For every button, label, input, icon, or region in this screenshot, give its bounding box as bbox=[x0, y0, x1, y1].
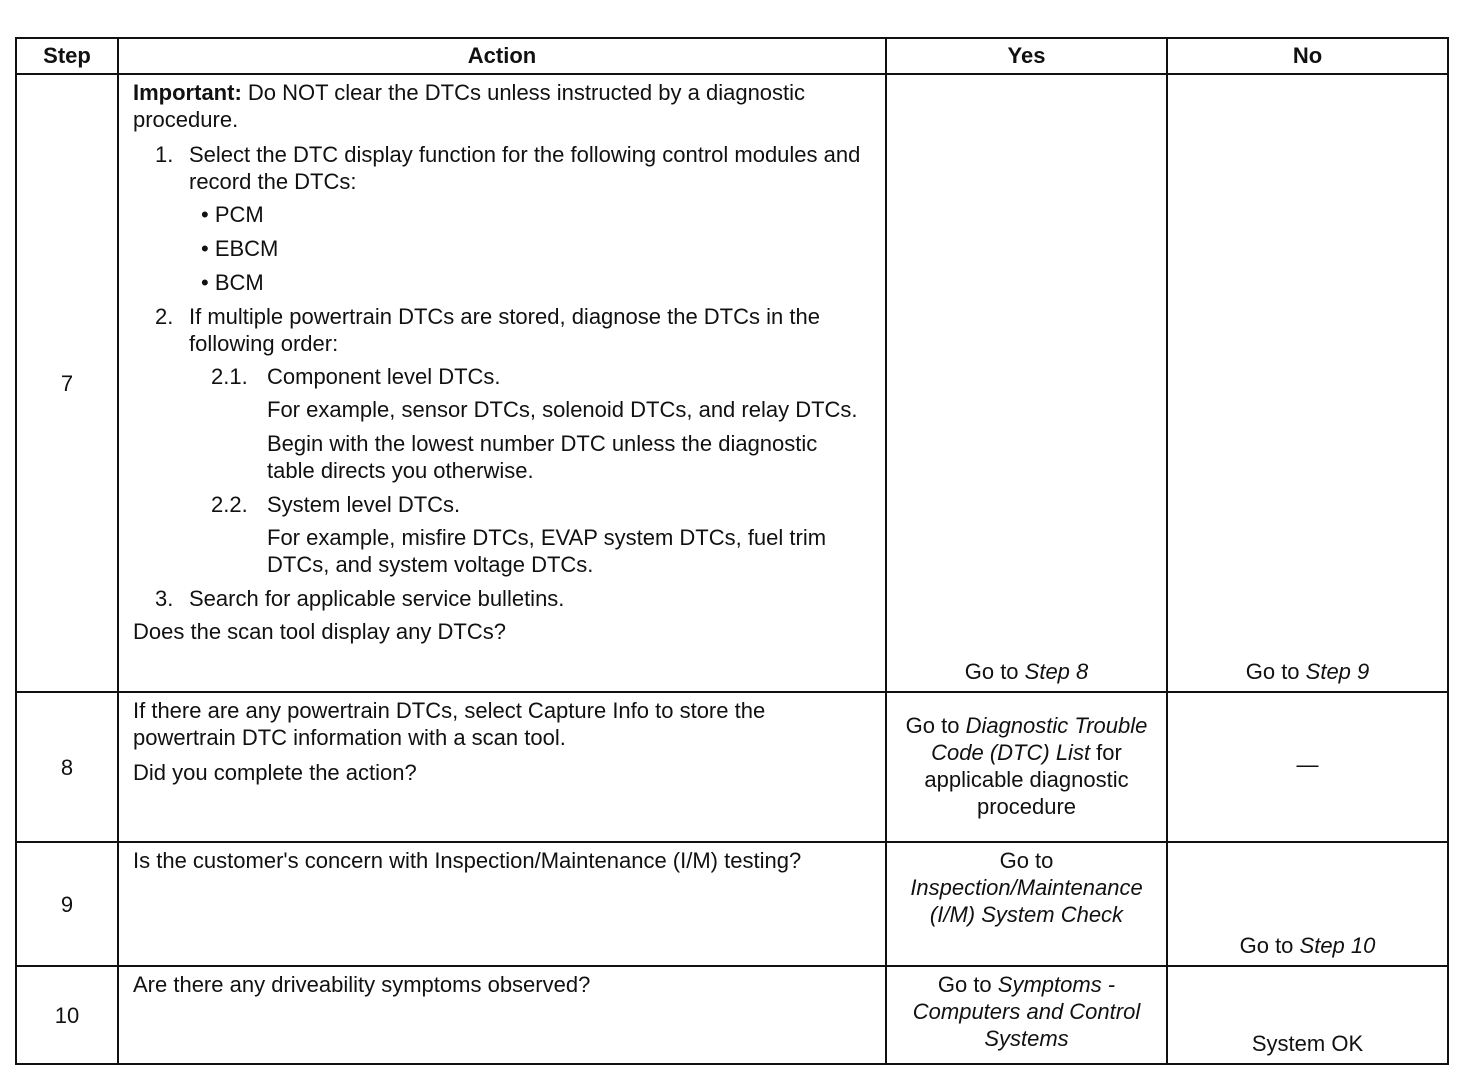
step-number: 7 bbox=[16, 74, 118, 692]
sub-paragraph: Begin with the lowest number DTC unless the diagnostic table directs you otherwise. bbox=[267, 431, 818, 483]
action-cell bbox=[118, 74, 886, 692]
question: Does the scan tool display any DTCs? bbox=[133, 619, 506, 644]
yes-prefix: Go to bbox=[937, 972, 998, 997]
header-action: Action bbox=[118, 38, 886, 74]
list-item bbox=[155, 141, 871, 195]
yes-suffix: for applicable diagnostic procedure bbox=[924, 740, 1129, 819]
yes-link[interactable]: Symptoms - Computers and Control Systems bbox=[912, 972, 1141, 1051]
diagnostic-table bbox=[15, 37, 1449, 1065]
no-prefix: Go to bbox=[1239, 933, 1300, 958]
important-note bbox=[133, 79, 871, 133]
yes-cell bbox=[886, 966, 1167, 1064]
question: Is the customer's concern with Inspection/Maintenance (I/M) testing? bbox=[133, 848, 802, 873]
sub-list-item bbox=[211, 363, 871, 390]
no-link[interactable]: Step 10 bbox=[1299, 933, 1376, 958]
step-number: 8 bbox=[16, 692, 118, 842]
action-cell bbox=[118, 842, 886, 966]
item-text: System level DTCs. bbox=[267, 492, 461, 517]
item-text: Search for applicable service bulletins. bbox=[189, 586, 565, 611]
item-text: Select the DTC display function for the following control modules and record the DTCs: bbox=[189, 142, 861, 194]
important-label: Important: bbox=[133, 80, 242, 105]
yes-link[interactable]: Step 8 bbox=[1024, 659, 1089, 684]
yes-link[interactable]: Diagnostic Trouble Code (DTC) List bbox=[931, 713, 1148, 765]
step-number: 10 bbox=[16, 966, 118, 1064]
header-yes: Yes bbox=[886, 38, 1167, 74]
bullet-item: • BCM bbox=[201, 270, 264, 295]
no-cell bbox=[1167, 966, 1448, 1064]
sub-paragraph: For example, misfire DTCs, EVAP system DTCs, fuel trim DTCs, and system voltage DTCs. bbox=[267, 525, 827, 577]
bullet-item: • EBCM bbox=[201, 236, 279, 261]
table-row-step-10 bbox=[16, 966, 1448, 1064]
yes-prefix: Go to bbox=[964, 659, 1025, 684]
item-number: 2.2. bbox=[211, 492, 248, 517]
action-cell bbox=[118, 692, 886, 842]
question: Did you complete the action? bbox=[133, 760, 417, 785]
item-text: Component level DTCs. bbox=[267, 364, 501, 389]
no-prefix: Go to bbox=[1245, 659, 1306, 684]
list-item bbox=[155, 303, 871, 357]
important-text: Do NOT clear the DTCs unless instructed by a diagnostic procedure. bbox=[133, 80, 806, 132]
no-text: System OK bbox=[1251, 1031, 1364, 1056]
item-number: 2.1. bbox=[211, 364, 248, 389]
bullet-item: • PCM bbox=[201, 202, 264, 227]
item-number: 2. bbox=[155, 304, 174, 329]
yes-cell bbox=[886, 74, 1167, 692]
table-row-step-9 bbox=[16, 842, 1448, 966]
yes-cell bbox=[886, 692, 1167, 842]
header-step: Step bbox=[16, 38, 118, 74]
step-number: 9 bbox=[16, 842, 118, 966]
no-cell bbox=[1167, 74, 1448, 692]
yes-prefix: Go to bbox=[905, 713, 966, 738]
sub-list-item bbox=[211, 491, 871, 518]
list-item bbox=[155, 585, 871, 612]
yes-cell bbox=[886, 842, 1167, 966]
header-no: No bbox=[1167, 38, 1448, 74]
yes-link[interactable]: Inspection/Maintenance (I/M) System Check bbox=[910, 875, 1143, 927]
action-text: If there are any powertrain DTCs, select Capture Info to store the powertrain DTC information with a scan tool. bbox=[133, 698, 766, 750]
item-number: 3. bbox=[155, 586, 174, 611]
no-cell bbox=[1167, 692, 1448, 842]
table-row-step-8 bbox=[16, 692, 1448, 842]
no-link[interactable]: Step 9 bbox=[1305, 659, 1370, 684]
item-number: 1. bbox=[155, 142, 174, 167]
sub-paragraph: For example, sensor DTCs, solenoid DTCs, and relay DTCs. bbox=[267, 397, 858, 422]
no-text: — bbox=[1296, 751, 1319, 777]
yes-prefix: Go to bbox=[999, 848, 1054, 873]
table-row-step-7 bbox=[16, 74, 1448, 692]
action-cell bbox=[118, 966, 886, 1064]
header-row bbox=[16, 38, 1448, 74]
no-cell bbox=[1167, 842, 1448, 966]
question: Are there any driveability symptoms observed? bbox=[133, 972, 591, 997]
item-text: If multiple powertrain DTCs are stored, diagnose the DTCs in the following order: bbox=[189, 304, 820, 356]
